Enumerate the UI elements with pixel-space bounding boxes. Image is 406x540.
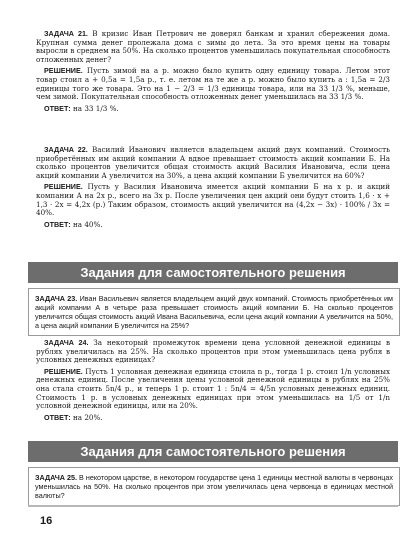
task-23-text: Иван Васильевич является владельцем акций двух компаний. Стоимость приобретённых им акций компании А в четыре раза превышает стоимость акций компании Б. На сколько процентов увеличится общая стоимость акций Ивана Васильевича, если цена акций компании А увеличится на 50%, а цена акций компании Б увеличится на 25%? [35, 294, 393, 330]
task-24 [36, 339, 390, 425]
task-23-box [28, 288, 400, 336]
task-21-answer-text: на 33 1/3 %. [72, 103, 119, 113]
task-22 [36, 146, 390, 232]
section-banner: Задания для самостоятельного решения [28, 262, 398, 283]
footer-rule [28, 505, 398, 507]
task-21-solution-text: Пусть зимой на a р. можно было купить одну единицу товара. Летом этот товар стоил a + 0,5a = 1,5a р., т. е. летом на те же a р. можно было купить a : 1,5a = 2/3 единицы того же товара. Это на 1 − 2/3 = 1/3 единицы товара, или на 33 1/3 %, меньше, чем зимой. Покупательная способность отложенных денег уменьшилась на 33 1/3 %. [36, 66, 390, 102]
task-25-text: В некотором царстве, в некотором государстве цена 1 единицы местной валюты в червонцах уменьшилась на 50%. На сколько процентов при этом увеличилась цена червонца в единицах местной валюты? [35, 473, 393, 500]
task-22-solution-text: Пусть у Василия Ивановича имеется акций компании Б на x р. и акций компании А на 2x р., всего на 3x р. После увеличения цен акций они будут стоить 1,6 · x + 1,3 · 2x = 4,2x (р.) Таким образом, стоимость акций увеличится на (4,2x − 3x) · 100% / 3x = 40%. [36, 182, 390, 218]
task-21 [36, 30, 390, 116]
task-21-answer-label: ОТВЕТ: [44, 103, 71, 113]
task-22-label: ЗАДАЧА 22. [44, 145, 88, 154]
task-21-solution-label: РЕШЕНИЕ. [44, 66, 83, 76]
task-24-solution-text: Пусть 1 условная денежная единица стоила n р., тогда 1 р. стоил 1/n условных денежных единиц. После увеличения цены условной денежной единицы в рублях на 25% она стала стоить 5n/4 р., и теперь 1 р. стоит 1 : 5n/4 = 4/5n условных денежных единиц. Стоимость 1 р. в условных денежных единицах при этом уменьшилась на 1/5 от 1/n условной денежной единицы, или на 20%. [36, 366, 390, 411]
task-22-text: Василий Иванович является владельцем акций двух компаний. Стоимость приобретённых им акций компании А вдвое превышает стоимость акций компании Б. На сколько процентов увеличится общая стоимость акций Василия Ивановича, если цена акций компании А увеличится на 30%, а цена акций компании Б увеличится на 60%? [36, 145, 391, 180]
task-21-label: ЗАДАЧА 21. [44, 29, 88, 38]
task-24-answer-text: на 20%. [72, 412, 103, 422]
task-24-solution-label: РЕШЕНИЕ. [44, 366, 83, 376]
task-22-answer-text: на 40%. [72, 219, 103, 229]
task-24-label: ЗАДАЧА 24. [44, 338, 89, 347]
task-23-label: ЗАДАЧА 23. [35, 294, 78, 303]
task-25-label: ЗАДАЧА 25. [35, 473, 77, 482]
task-22-solution-label: РЕШЕНИЕ. [44, 182, 83, 192]
task-24-answer-label: ОТВЕТ: [44, 412, 71, 422]
task-25-box [28, 467, 400, 506]
task-21-text: В кризис Иван Петрович не доверял банкам и хранил сбережения дома. Крупная сумма денег пролежала дома с зимы до лета. За это время цены на товары выросли в среднем на 50%. На сколько процентов уменьшилась покупательная способность отложенных денег? [36, 29, 390, 64]
page-number: 16 [40, 515, 53, 527]
task-22-answer-label: ОТВЕТ: [44, 219, 71, 229]
task-24-text: За некоторый промежуток времени цена условной денежной единицы в рублях увеличилась на 25%. На сколько процентов при этом уменьшилась цена рубля в условных денежных единицах? [36, 338, 390, 365]
section-banner-2: Задания для самостоятельного решения [28, 441, 398, 462]
